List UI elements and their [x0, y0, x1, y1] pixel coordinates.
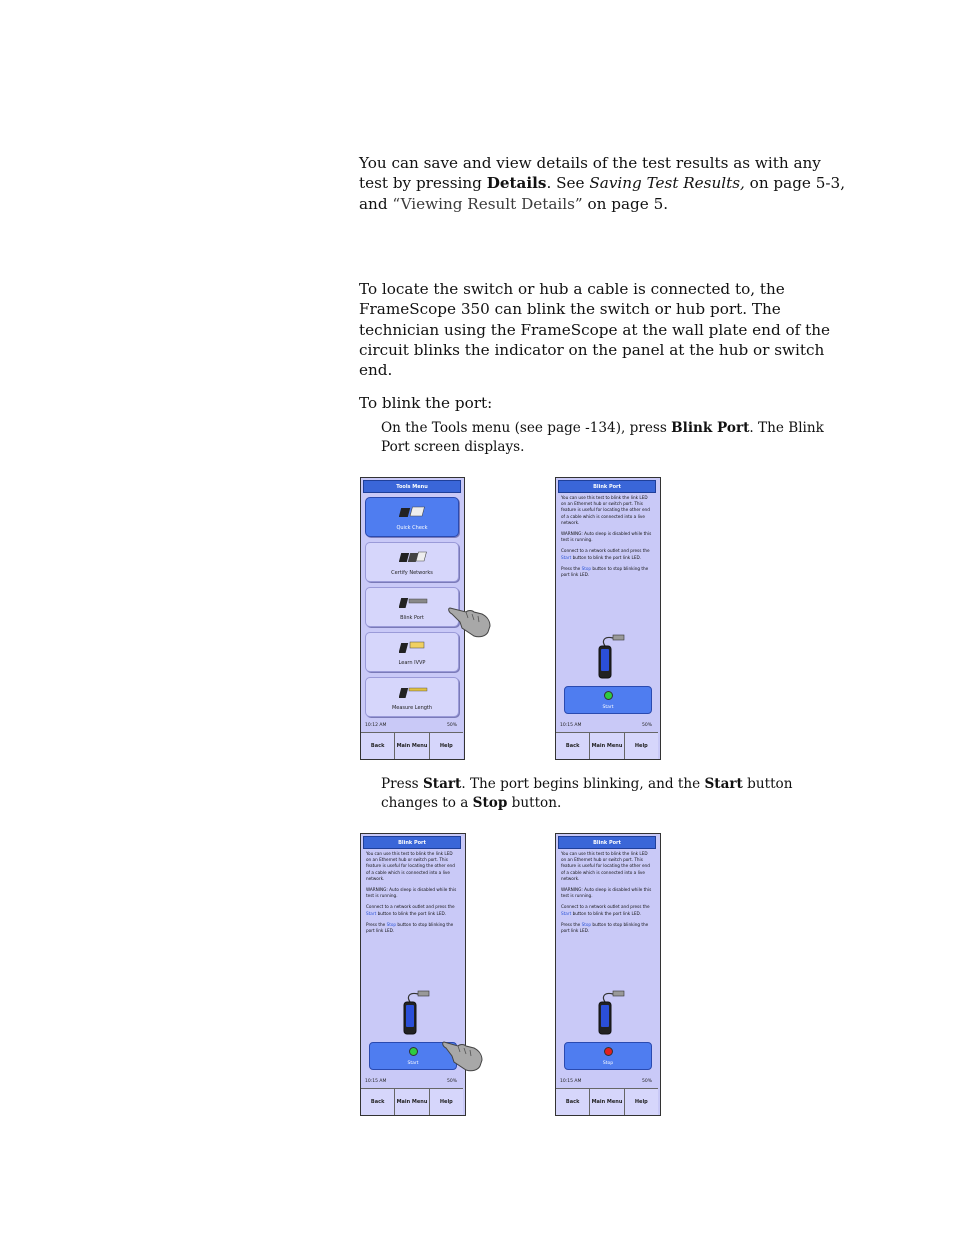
- text: button to stop blinking the port link LED.: [561, 921, 649, 934]
- desc-text: [561, 922, 654, 934]
- handheld-device-icon: [396, 990, 430, 1036]
- certify-networks-icon: [399, 550, 429, 564]
- text: . See: [546, 174, 590, 193]
- text: On the Tools menu (see page -134), press: [381, 420, 672, 436]
- blink-intro-paragraph: To locate the switch or hub a cable is connected to, the FrameScope 350 can blink the switch or hub port. The technician using the FrameScope at the wall plate end of the circuit blinks the indicator on the panel at the hub or switch end.: [359, 280, 830, 380]
- main-menu-button[interactable]: [590, 733, 624, 759]
- back-button[interactable]: [361, 733, 395, 759]
- status-bar: [558, 1077, 656, 1087]
- help-button[interactable]: [625, 1089, 658, 1115]
- screen-title: Blink Port: [558, 836, 656, 849]
- text: button changes to a: [381, 776, 793, 811]
- desc-text: You can use this test to blink the link LED on an Ethernet hub or switch port. This feature is useful for locating the other end of a cable which is connected into a live network.: [561, 851, 650, 881]
- text: button to stop blinking the port link LED.: [561, 565, 649, 578]
- soft-key-bar: [361, 732, 463, 759]
- screen-title: Blink Port: [363, 836, 461, 849]
- text: Start: [561, 554, 572, 560]
- button-label: Start: [602, 705, 614, 710]
- handheld-device-icon: [591, 990, 625, 1036]
- main-menu-label: Main Menu: [396, 743, 428, 749]
- blink-port-screenshot-1: [555, 477, 661, 760]
- text: on page 5.: [582, 194, 669, 213]
- start-term: Start: [422, 776, 462, 792]
- main-menu-label: Main Menu: [591, 743, 623, 749]
- status-bar: [363, 1077, 461, 1087]
- soft-key-bar: [556, 732, 658, 759]
- desc-text: [561, 548, 654, 560]
- battery-level: 50%: [641, 723, 652, 728]
- quick-check-button[interactable]: [365, 497, 459, 537]
- battery-level: 50%: [641, 1079, 652, 1084]
- clock: 10:12 AM: [365, 723, 387, 728]
- back-button[interactable]: [361, 1089, 395, 1115]
- soft-key-bar: [556, 1088, 658, 1115]
- details-term: Details: [486, 174, 547, 193]
- text: button to blink the port link LED.: [376, 910, 447, 916]
- screen-description: [561, 851, 654, 939]
- text: button.: [507, 795, 562, 811]
- step-1: [381, 419, 853, 457]
- main-menu-button[interactable]: [395, 733, 429, 759]
- text: Press the: [561, 921, 582, 927]
- status-bar: [558, 721, 656, 731]
- text: Connect to a network outlet and press the: [366, 904, 455, 910]
- stop-term: Stop: [472, 795, 508, 811]
- text: button to blink the port link LED.: [571, 554, 642, 560]
- screen-title: Tools Menu: [363, 480, 461, 493]
- quick-check-icon: [399, 505, 429, 519]
- menu-item-label: Quick Check: [396, 525, 428, 531]
- details-paragraph: [359, 153, 854, 214]
- button-label: Start: [407, 1061, 419, 1066]
- stop-button[interactable]: [564, 1042, 652, 1070]
- text: Stop: [581, 921, 592, 927]
- desc-text: You can use this test to blink the link LED on an Ethernet hub or switch port. This feature is useful for locating the other end of a cable which is connected into a live network.: [366, 851, 455, 881]
- text: Press the: [561, 565, 582, 571]
- learn-ivvp-button[interactable]: [365, 632, 459, 672]
- start-button[interactable]: [564, 686, 652, 714]
- text: You can save and view details of the test results as with any test by pressing: [359, 154, 821, 193]
- certify-networks-button[interactable]: [365, 542, 459, 582]
- text: button to blink the port link LED.: [571, 910, 642, 916]
- blink-steps-lead: To blink the port:: [359, 394, 493, 412]
- main-menu-label: Main Menu: [396, 1099, 428, 1105]
- menu-item-label: Measure Length: [391, 705, 433, 711]
- screen-description: [561, 495, 654, 583]
- blink-port-icon: [399, 595, 429, 609]
- back-label: Back: [370, 743, 385, 749]
- step-2: [381, 775, 853, 813]
- status-bar: [363, 721, 461, 731]
- warning-text: WARNING: Auto sleep is disabled while this test is running.: [561, 531, 652, 543]
- blink-port-button[interactable]: [365, 587, 459, 627]
- main-menu-button[interactable]: [395, 1089, 429, 1115]
- main-menu-button[interactable]: [590, 1089, 624, 1115]
- menu-item-label: Learn IVVP: [398, 660, 426, 666]
- button-label: Stop: [602, 1061, 614, 1066]
- text: . The port begins blinking, and the: [461, 776, 705, 792]
- pointing-hand-icon: [440, 1036, 486, 1074]
- help-label: Help: [634, 1099, 648, 1105]
- desc-text: [366, 922, 459, 934]
- start-term: Start: [704, 776, 743, 792]
- battery-level: 50%: [446, 723, 457, 728]
- desc-text: You can use this test to blink the link LED on an Ethernet hub or switch port. This feature is useful for locating the other end of a cable which is connected into a live network.: [561, 495, 650, 525]
- handheld-device-icon: [591, 634, 625, 680]
- desc-text: [366, 904, 459, 916]
- help-label: Help: [439, 1099, 453, 1105]
- text: button to stop blinking the port link LED.: [366, 921, 454, 934]
- help-label: Help: [634, 743, 648, 749]
- warning-text: WARNING: Auto sleep is disabled while this test is running.: [366, 887, 457, 899]
- text: on page 5-3, and: [359, 174, 846, 213]
- start-icon: [409, 1047, 418, 1056]
- warning-text: WARNING: Auto sleep is disabled while this test is running.: [561, 887, 652, 899]
- menu-item-label: Blink Port: [400, 615, 424, 621]
- main-menu-label: Main Menu: [591, 1099, 623, 1105]
- menu-item-label: Certify Networks: [391, 570, 433, 576]
- text: Press the: [366, 921, 387, 927]
- clock: 10:15 AM: [365, 1079, 387, 1084]
- text: Connect to a network outlet and press the: [561, 548, 650, 554]
- back-label: Back: [565, 743, 580, 749]
- blink-port-screenshot-3: [555, 833, 661, 1116]
- pointing-hand-icon: [446, 598, 494, 638]
- clock: 10:15 AM: [560, 1079, 582, 1084]
- stop-icon: [604, 1047, 613, 1056]
- help-button[interactable]: [430, 1089, 463, 1115]
- screen-title: Blink Port: [558, 480, 656, 493]
- back-button[interactable]: [556, 733, 590, 759]
- desc-text: [561, 566, 654, 578]
- text: Stop: [581, 565, 592, 571]
- text: Start: [366, 910, 377, 916]
- clock: 10:15 AM: [560, 723, 582, 728]
- desc-text: [561, 904, 654, 916]
- text: . The Blink Port screen displays.: [381, 420, 824, 455]
- text: Stop: [386, 921, 397, 927]
- start-icon: [604, 691, 613, 700]
- help-button[interactable]: [625, 733, 658, 759]
- measure-length-button[interactable]: [365, 677, 459, 717]
- back-label: Back: [370, 1099, 385, 1105]
- battery-level: 50%: [446, 1079, 457, 1084]
- help-button[interactable]: [430, 733, 463, 759]
- screen-description: [366, 851, 459, 939]
- text: Start: [561, 910, 572, 916]
- measure-length-icon: [399, 685, 429, 699]
- help-label: Help: [439, 743, 453, 749]
- learn-ivvp-icon: [399, 640, 429, 654]
- blink-port-term: Blink Port: [671, 420, 750, 436]
- soft-key-bar: [361, 1088, 463, 1115]
- saving-results-ref: Saving Test Results,: [589, 174, 745, 193]
- text: Connect to a network outlet and press the: [561, 904, 650, 910]
- text: Press: [381, 776, 423, 792]
- viewing-details-link[interactable]: “Viewing Result Details”: [392, 194, 583, 213]
- back-label: Back: [565, 1099, 580, 1105]
- back-button[interactable]: [556, 1089, 590, 1115]
